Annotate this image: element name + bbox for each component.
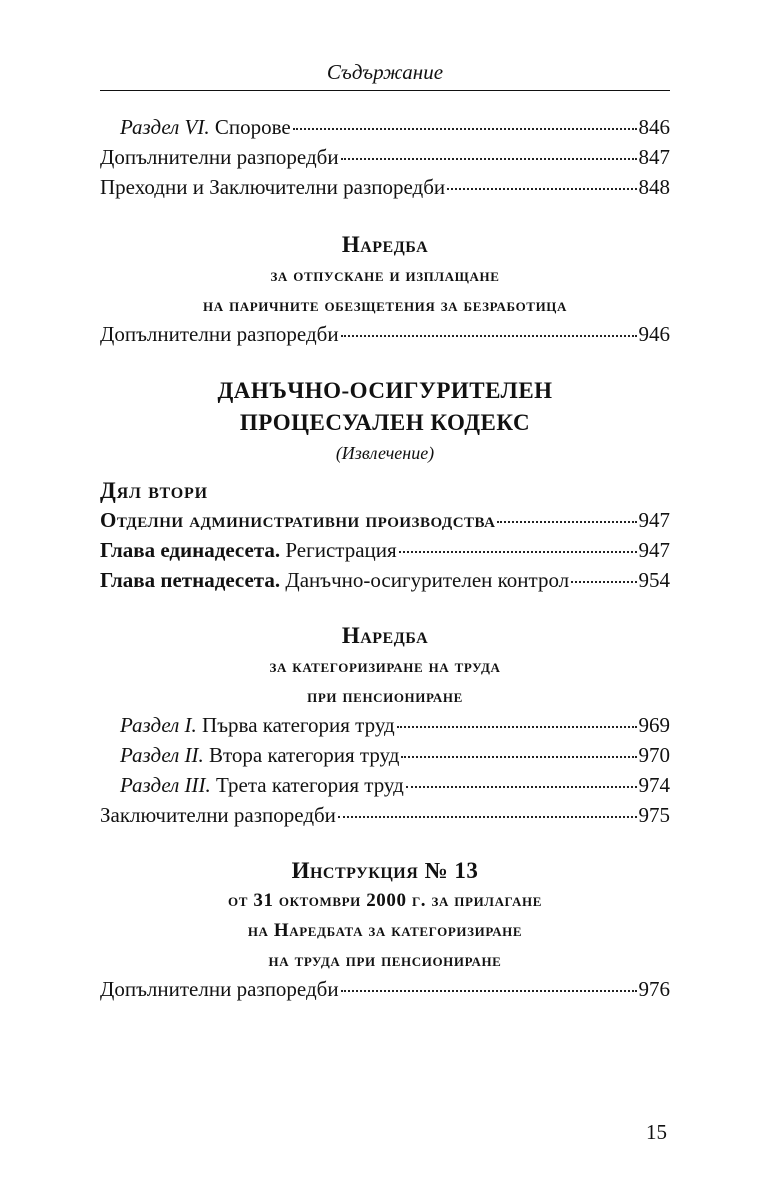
entry-text: Регистрация xyxy=(280,538,397,562)
section-subtitle: от 31 октомври 2000 г. за прилагане xyxy=(228,890,542,911)
page-number: 970 xyxy=(638,743,670,767)
leader-dots xyxy=(497,521,636,523)
toc-entry xyxy=(100,508,670,538)
entry-text: Данъчно-осигурителен контрол xyxy=(280,568,570,592)
part-title: Дял втори xyxy=(100,478,208,503)
leader-dots xyxy=(401,756,636,758)
toc-entry-label xyxy=(100,538,397,563)
leader-dots xyxy=(341,990,637,992)
section-title: ПРОЦЕСУАЛЕН КОДЕКС xyxy=(239,410,531,435)
running-head: Съдържание xyxy=(326,60,444,84)
page-number: 847 xyxy=(638,145,670,169)
toc-entry xyxy=(100,803,670,833)
page-number: 974 xyxy=(638,773,670,797)
page-number: 975 xyxy=(638,803,670,827)
section-subtitle: на Наредбата за категоризиране xyxy=(247,920,523,941)
toc-entry-label xyxy=(120,773,404,798)
leader-dots xyxy=(338,816,637,818)
toc-entry-label xyxy=(120,115,291,140)
leader-dots xyxy=(571,581,636,583)
toc-entry xyxy=(120,773,670,803)
toc-entry-label xyxy=(120,713,395,738)
section-subtitle: на труда при пенсиониране xyxy=(268,950,502,971)
page-number: 946 xyxy=(638,322,670,346)
entry-text: Допълнителни разпоредби xyxy=(100,145,339,169)
entry-text: Допълнителни разпоредби xyxy=(100,977,339,1001)
section-title: Наредба xyxy=(341,232,429,257)
section-prefix: Раздел II. xyxy=(120,743,204,767)
entry-text: Втора категория труд xyxy=(203,743,400,767)
section-subtitle: на паричните обезщетения за безработица xyxy=(203,295,567,316)
page-number: 969 xyxy=(638,713,670,737)
section-subtitle: за категоризиране на труда xyxy=(269,656,501,677)
entry-text: Преходни и Заключителни разпоредби xyxy=(100,175,446,199)
toc-entry xyxy=(100,175,670,205)
toc-entry xyxy=(100,568,670,598)
section-prefix: Раздел III. xyxy=(120,773,211,797)
entry-text: Първа категория труд xyxy=(196,713,395,737)
section-title: Инструкция № 13 xyxy=(291,858,479,883)
entry-text: Заключителни разпоредби xyxy=(100,803,336,827)
section-prefix: Раздел VI. xyxy=(120,115,210,139)
section-prefix: Раздел I. xyxy=(120,713,197,737)
toc-entry xyxy=(120,115,670,145)
toc-entry xyxy=(100,145,670,175)
section-title: ДАНЪЧНО-ОСИГУРИТЕЛЕН xyxy=(217,378,553,403)
leader-dots xyxy=(406,786,637,788)
leader-dots xyxy=(341,335,637,337)
section-title: Наредба xyxy=(341,623,429,648)
section-note: (Извлечение) xyxy=(335,443,435,463)
leader-dots xyxy=(341,158,637,160)
entry-text: Трета категория труд xyxy=(210,773,404,797)
page-number: 954 xyxy=(638,568,670,592)
page-number: 947 xyxy=(638,508,670,532)
chapter-prefix: Глава петнадесета. xyxy=(100,568,281,592)
toc-entry-label xyxy=(100,568,569,593)
page-folio: 15 xyxy=(646,1120,667,1144)
leader-dots xyxy=(399,551,637,553)
toc-entry xyxy=(120,713,670,743)
toc-entry-label xyxy=(120,743,399,768)
header-rule xyxy=(100,90,670,91)
page-number: 976 xyxy=(638,977,670,1001)
toc-entry xyxy=(100,538,670,568)
toc-entry xyxy=(100,322,670,352)
leader-dots xyxy=(447,188,636,190)
entry-text: Отделни административни производства xyxy=(100,508,496,532)
entry-text: Спорове xyxy=(209,115,291,139)
entry-text: Допълнителни разпоредби xyxy=(100,322,339,346)
toc-entry xyxy=(120,743,670,773)
page-number: 848 xyxy=(638,175,670,199)
page-number: 846 xyxy=(638,115,670,139)
chapter-prefix: Глава единадесета. xyxy=(100,538,281,562)
page-number: 947 xyxy=(638,538,670,562)
section-subtitle: при пенсиониране xyxy=(307,686,463,707)
section-subtitle: за отпускане и изплащане xyxy=(270,265,500,286)
leader-dots xyxy=(397,726,637,728)
toc-entry xyxy=(100,977,670,1007)
leader-dots xyxy=(293,128,637,130)
